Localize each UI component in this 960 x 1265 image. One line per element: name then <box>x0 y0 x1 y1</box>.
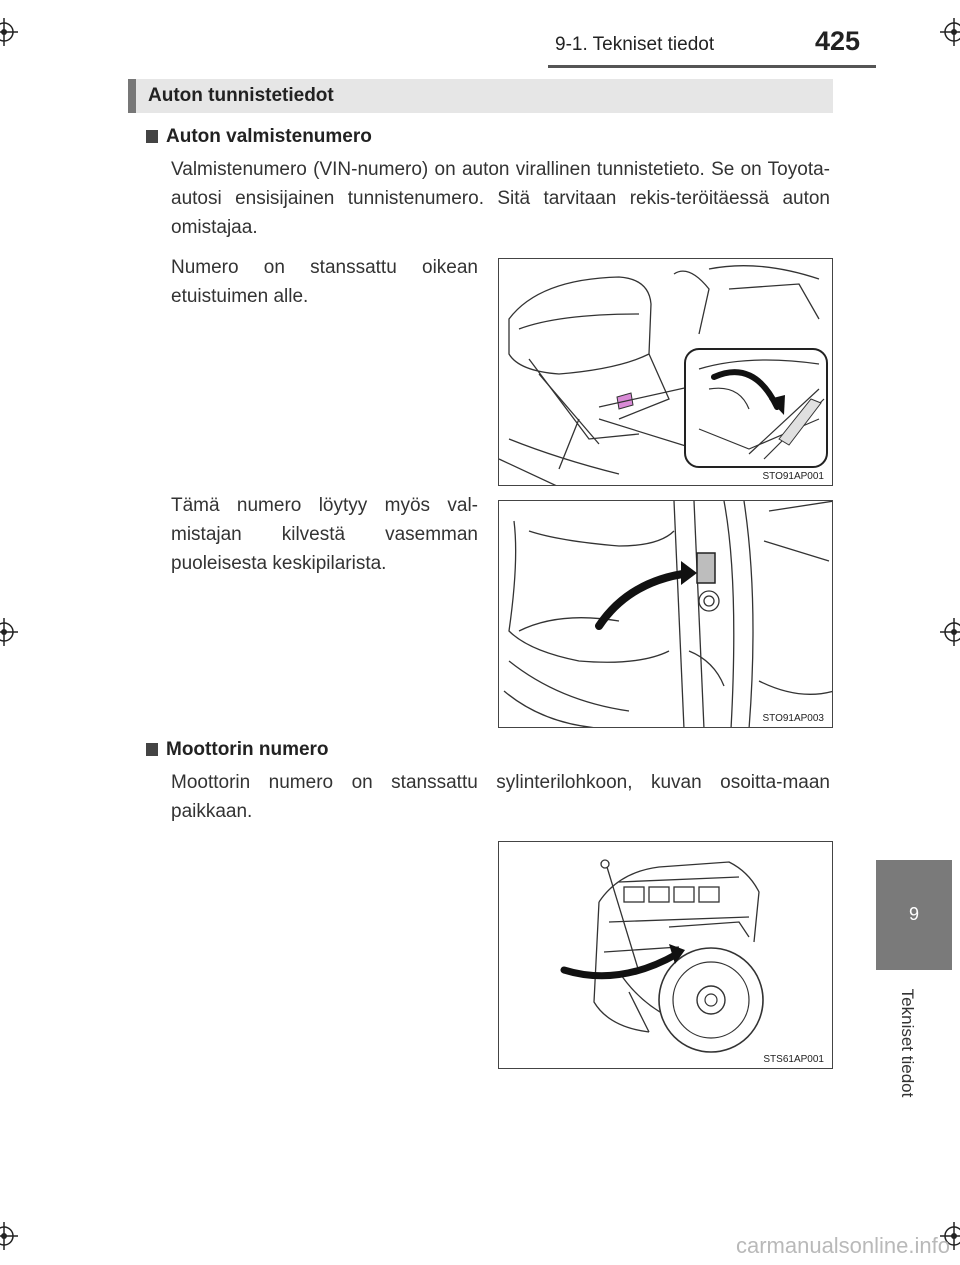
vin-heading <box>146 126 372 148</box>
registration-mark-icon <box>0 18 18 46</box>
vin-seat-figure <box>498 258 833 486</box>
footer <box>0 1229 960 1265</box>
section-title: Auton tunnistetiedot <box>148 85 334 106</box>
vin-pillar-figure <box>498 500 833 728</box>
figure-code: STO91AP001 <box>762 471 824 482</box>
engine-heading-text: Moottorin numero <box>166 739 329 760</box>
vin-plate-paragraph: Tämä numero löytyy myös val-mistajan kilvestä vasemman puoleisesta keskipilarista. <box>171 495 478 574</box>
chapter-label-text: Tekniset tiedot <box>898 988 917 1098</box>
header-divider <box>548 65 876 68</box>
figure-code: STS61AP001 <box>763 1054 824 1065</box>
square-bullet-icon <box>146 130 158 143</box>
seat-illustration <box>499 259 833 486</box>
square-bullet-icon <box>146 743 158 756</box>
engine-paragraph: Moottorin numero on stanssattu sylinterilohkoon, kuvan osoitta-maan paikkaan. <box>171 772 830 822</box>
page-number: 425 <box>815 26 861 56</box>
registration-mark-icon <box>940 18 960 46</box>
pillar-illustration <box>499 501 833 728</box>
vin-intro-paragraph: Valmistenumero (VIN-numero) on auton virallinen tunnistetieto. Se on Toyota-autosi ensisijainen tunnistenumero. Sitä tarvitaan rekis-teröitäessä auton omistajaa. <box>171 159 830 238</box>
watermark: carmanualsonline.info <box>735 1233 950 1258</box>
registration-mark-icon <box>0 618 18 646</box>
section-title-bar <box>128 79 833 113</box>
registration-mark-icon <box>940 618 960 646</box>
vin-location-paragraph: Numero on stanssattu oikean etuistuimen alle. <box>171 257 478 307</box>
engine-heading <box>146 739 329 761</box>
header-section-title: 9-1. Tekniset tiedot <box>555 34 715 55</box>
chapter-number: 9 <box>908 904 919 924</box>
chapter-tab <box>876 860 952 970</box>
vin-heading-text: Auton valmistenumero <box>166 126 372 147</box>
figure-code: STO91AP003 <box>762 713 824 724</box>
engine-illustration <box>499 842 833 1069</box>
chapter-label <box>895 980 919 1110</box>
engine-figure <box>498 841 833 1069</box>
